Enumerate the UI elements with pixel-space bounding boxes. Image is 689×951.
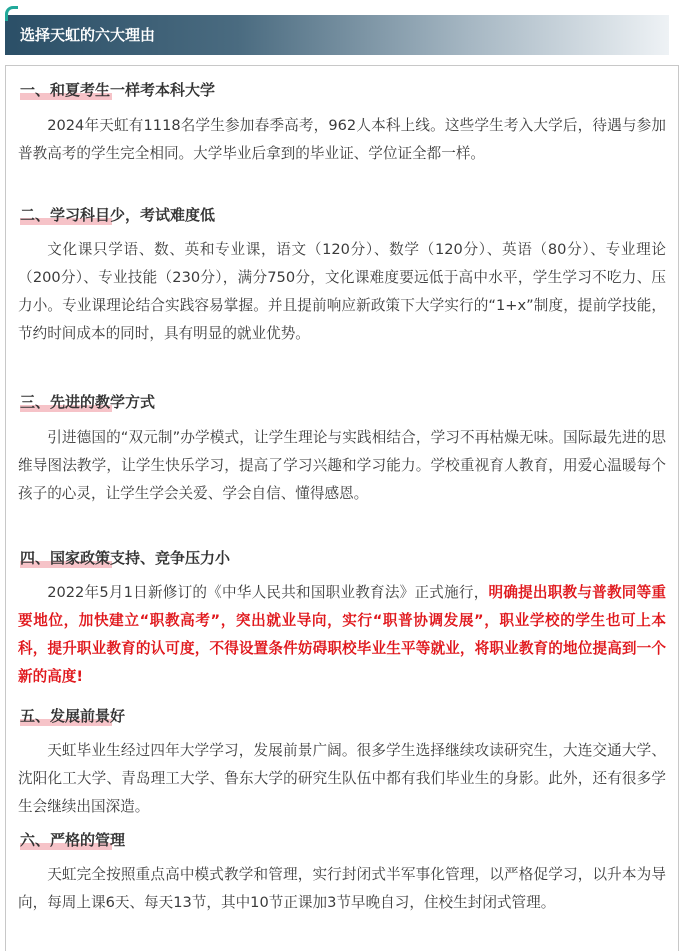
content-box <box>5 65 679 951</box>
section-heading-text: 四、国家政策支持、竞争压力小 <box>20 549 231 567</box>
section-heading-3 <box>20 392 155 412</box>
section-heading-2 <box>20 205 215 225</box>
section-heading-text: 五、发展前景好 <box>20 707 126 725</box>
section-paragraph-1: 2024年天虹有1118名学生参加春季高考，962人本科上线。这些学生考入大学后，待遇与参加普教高考的学生完全相同。大学毕业后拿到的毕业证、学位证全都一样。 <box>18 117 666 162</box>
section-heading-text: 六、严格的管理 <box>20 831 126 849</box>
corner-accent-icon <box>5 6 18 21</box>
section-heading-6 <box>20 830 125 850</box>
section-paragraph-5: 天虹毕业生经过四年大学学习，发展前景广阔。很多学生选择继续攻读研究生，大连交通大学、沈阳化工大学、青岛理工大学、鲁东大学的研究生队伍中都有我们毕业生的身影。此外，还有很多学生会继续出国深造。 <box>18 742 666 815</box>
section-paragraph-3: 引进德国的“双元制”办学模式，让学生理论与实践相结合，学习不再枯燥无味。国际最先进的思维导图法教学，让学生快乐学习，提高了学习兴趣和学习能力。学校重视育人教育，用爱心温暖每个孩子的心灵，让学生学会关爱、学会自信、懂得感恩。 <box>18 429 666 502</box>
banner-title: 选择天虹的六大理由 <box>20 26 156 44</box>
section-paragraph-4 <box>18 579 666 691</box>
section-heading-text: 二、学习科目少，考试难度低 <box>20 206 216 224</box>
section-heading-1 <box>20 80 215 100</box>
section-heading-text: 一、和夏考生一样考本科大学 <box>20 81 216 99</box>
policy-highlight-text: 明确提出职教与普教同等重要地位，加快建立“职教高考”，突出就业导向，实行“职普协调发展”，职业学校的学生也可上本科，提升职业教育的认可度，不得设置条件妨碍职校毕业生平等就业，将职业教育的地位提高到一个新的高度! <box>18 584 666 685</box>
policy-text: 2022年5月1日新修订的《中华人民共和国职业教育法》正式施行， <box>47 584 489 601</box>
section-paragraph-6: 天虹完全按照重点高中模式教学和管理，实行封闭式半军事化管理，以严格促学习，以升本为导向，每周上课6天、每天13节，其中10节正课加3节早晚自习，住校生封闭式管理。 <box>18 866 666 911</box>
section-heading-4 <box>20 548 230 568</box>
section-heading-text: 三、先进的教学方式 <box>20 393 156 411</box>
section-heading-5 <box>20 706 125 726</box>
section-paragraph-2: 文化课只学语、数、英和专业课，语文（120分）、数学（120分）、英语（80分）、专业理论（200分）、专业技能（230分），满分750分，文化课难度要远低于高中水平，学生学习不吃力、压力小。专业课理论结合实践容易掌握。并且提前响应新政策下大学实行的“1+x”制度，提前学技能，节约时间成本的同时，具有明显的就业优势。 <box>18 241 666 342</box>
title-banner <box>5 15 669 55</box>
